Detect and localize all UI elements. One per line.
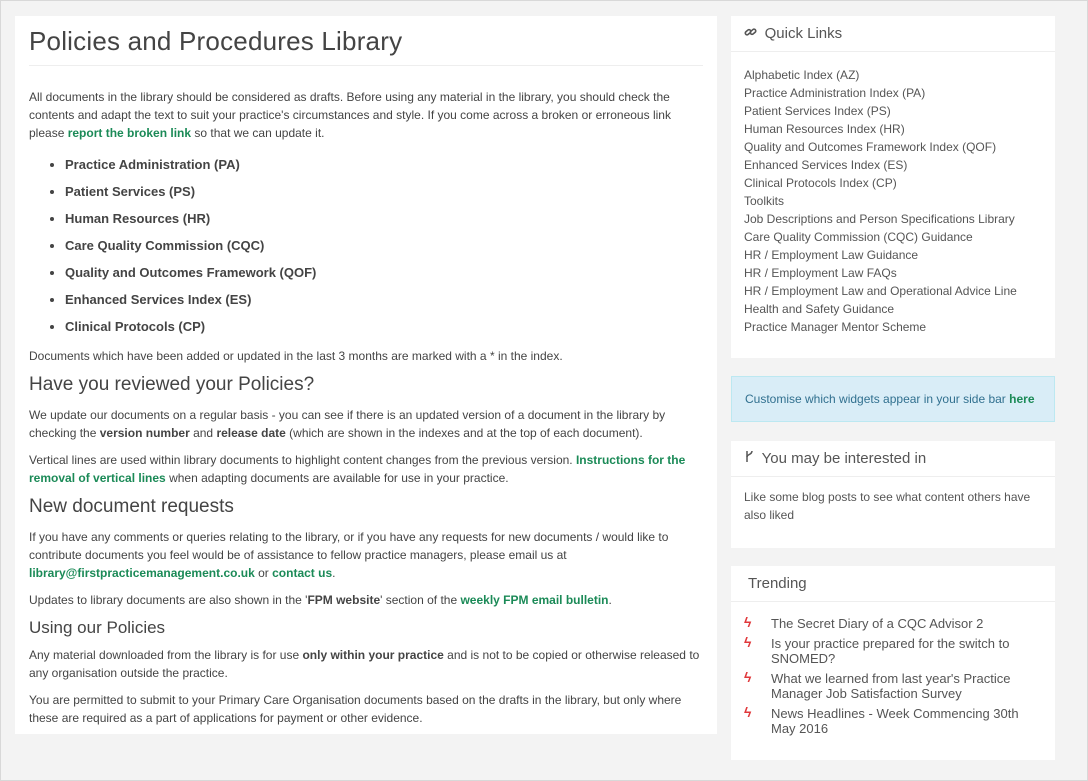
- trending-header: [731, 566, 1055, 602]
- report-broken-link[interactable]: report the broken link: [67, 126, 192, 140]
- quick-links-title: Quick Links: [764, 25, 843, 42]
- requests-heading: New document requests: [29, 496, 234, 517]
- trending-item[interactable]: [744, 616, 1042, 631]
- trending-item-label[interactable]: News Headlines - Week Commencing 30th May 2016: [771, 706, 1019, 736]
- vertical-lines-instructions-link[interactable]: Instructions for the removal of vertical lines: [29, 453, 686, 485]
- bolt-icon: ϟ: [744, 669, 752, 685]
- trending-widget: [731, 566, 1055, 760]
- text: If you have any comments or queries relating to the library, or if you have any requests for new documents / would like to contribute documents you feel would be of assistance to fellow practice managers, please email us at: [29, 530, 669, 562]
- requests-paragraph-1: [29, 528, 703, 582]
- trending-item-label[interactable]: Is your practice prepared for the switch to SNOMED?: [771, 636, 1010, 666]
- quick-link[interactable]: Human Resources Index (HR): [744, 122, 905, 136]
- quick-link[interactable]: Enhanced Services Index (ES): [744, 158, 908, 172]
- quick-link[interactable]: HR / Employment Law FAQs: [744, 266, 897, 280]
- text: or: [254, 566, 273, 580]
- branch-icon: [744, 451, 758, 466]
- review-heading: Have you reviewed your Policies?: [29, 374, 315, 395]
- category-item[interactable]: • Patient Services (PS): [65, 178, 703, 205]
- within-practice-text: only within your practice: [302, 648, 444, 662]
- text: and is not to be copied or otherwise released to any organisation outside the practice.: [29, 648, 700, 680]
- interested-title: You may be interested in: [761, 450, 927, 467]
- quick-link[interactable]: Practice Administration Index (PA): [744, 86, 926, 100]
- text: ' section of the: [380, 593, 461, 607]
- text: .: [332, 566, 336, 580]
- quick-link[interactable]: HR / Employment Law and Operational Advice Line: [744, 284, 1017, 298]
- marked-note: Documents which have been added or updated in the last 3 months are marked with a * in the index.: [29, 349, 563, 363]
- category-item[interactable]: • Enhanced Services Index (ES): [65, 286, 703, 313]
- bolt-icon: ϟ: [744, 704, 752, 720]
- intro-tail: so that we can update it.: [191, 126, 325, 140]
- quick-link[interactable]: Quality and Outcomes Framework Index (QOF): [744, 140, 997, 154]
- intro-paragraph: [29, 88, 703, 142]
- text: and: [189, 426, 217, 440]
- quick-link[interactable]: Alphabetic Index (AZ): [744, 68, 860, 82]
- interested-text: Like some blog posts to see what content others have also liked: [744, 490, 1031, 522]
- text: Updates to library documents are also shown in the ': [29, 593, 308, 607]
- review-paragraph-2: [29, 451, 703, 487]
- trending-list: [744, 616, 1042, 736]
- weekly-bulletin-link[interactable]: weekly FPM email bulletin: [460, 593, 609, 607]
- fpm-website-text: FPM website: [307, 593, 381, 607]
- bolt-icon: ϟ: [744, 614, 752, 630]
- quick-link[interactable]: Toolkits: [744, 194, 785, 208]
- text: .: [608, 593, 612, 607]
- text: when adapting documents are available for use in your practice.: [165, 471, 509, 485]
- quick-link[interactable]: Patient Services Index (PS): [744, 104, 891, 118]
- quick-link[interactable]: Clinical Protocols Index (CP): [744, 176, 897, 190]
- category-list: [29, 151, 703, 340]
- requests-paragraph-2: [29, 591, 703, 609]
- quick-links-header: [731, 16, 1055, 52]
- category-item[interactable]: • Human Resources (HR): [65, 205, 703, 232]
- customise-text: Customise which widgets appear in your side bar: [745, 392, 1010, 406]
- trending-item-label[interactable]: The Secret Diary of a CQC Advisor 2: [771, 616, 984, 631]
- using-heading: Using our Policies: [29, 618, 166, 637]
- contact-us-link[interactable]: contact us: [272, 566, 333, 580]
- customise-widgets-notice: [731, 376, 1055, 422]
- text: (which are shown in the indexes and at the top of each document).: [285, 426, 643, 440]
- trending-title: Trending: [748, 575, 807, 592]
- intro-text: All documents in the library should be considered as drafts. Before using any material in the library, you should check the contents and adapt the text to suit your practice's circumstances and style. If you come across a broken or erroneous link please: [29, 90, 671, 140]
- customise-here-link[interactable]: here: [1009, 392, 1035, 406]
- quick-link[interactable]: Health and Safety Guidance: [744, 302, 895, 316]
- release-date-text: release date: [216, 426, 286, 440]
- quick-link[interactable]: Practice Manager Mentor Scheme: [744, 320, 927, 334]
- quick-link[interactable]: Care Quality Commission (CQC) Guidance: [744, 230, 973, 244]
- text: We update our documents on a regular basis - you can see if there is an updated version of a document in the library by checking the: [29, 408, 666, 440]
- trending-item[interactable]: [744, 706, 1042, 736]
- text: Vertical lines are used within library documents to highlight content changes from the previous version.: [29, 453, 576, 467]
- category-item[interactable]: • Practice Administration (PA): [65, 151, 703, 178]
- quick-links-list: [744, 66, 1042, 336]
- trending-item[interactable]: [744, 636, 1042, 666]
- using-paragraph-2: You are permitted to submit to your Primary Care Organisation documents based on the drafts in the library, but only where these are required as a part of applications for payment or other evidence.: [29, 693, 682, 725]
- text: Any material downloaded from the library is for use: [29, 648, 303, 662]
- interested-header: [731, 441, 1055, 477]
- quick-link[interactable]: Job Descriptions and Person Specifications Library: [744, 212, 1015, 226]
- page-title: Policies and Procedures Library: [29, 26, 703, 66]
- bolt-icon: ϟ: [744, 634, 752, 650]
- category-item[interactable]: • Quality and Outcomes Framework (QOF): [65, 259, 703, 286]
- category-item[interactable]: • Clinical Protocols (CP): [65, 313, 703, 340]
- using-paragraph-1: [29, 646, 703, 682]
- link-icon: [744, 26, 761, 41]
- quick-links-widget: [731, 16, 1055, 358]
- trending-item[interactable]: [744, 671, 1042, 701]
- interested-widget: [731, 441, 1055, 548]
- version-number-text: version number: [99, 426, 190, 440]
- library-email-link[interactable]: library@firstpracticemanagement.co.uk: [29, 566, 255, 580]
- quick-link[interactable]: HR / Employment Law Guidance: [744, 248, 919, 262]
- category-item[interactable]: • Care Quality Commission (CQC): [65, 232, 703, 259]
- review-paragraph-1: [29, 406, 703, 442]
- trending-item-label[interactable]: What we learned from last year's Practice Manager Job Satisfaction Survey: [771, 671, 1011, 701]
- main-content: [15, 16, 717, 734]
